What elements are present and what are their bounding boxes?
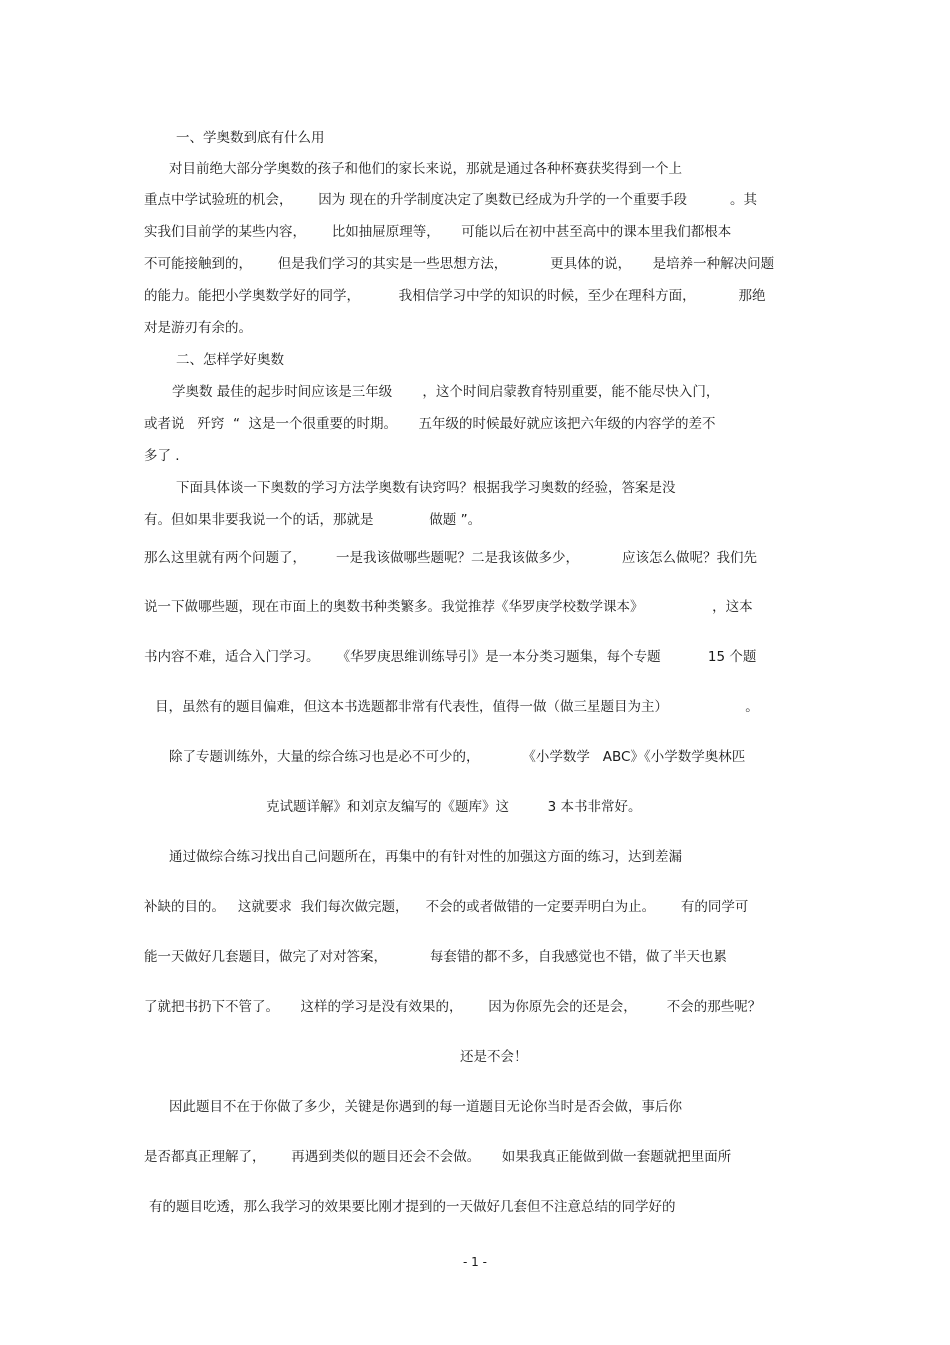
text-line: 的能力。能把小学奥数学好的同学， 我相信学习中学的知识的时候，至少在理科方面， 那绝 xyxy=(144,288,766,304)
text-line: 一、学奥数到底有什么用 xyxy=(176,130,325,146)
text-line: 有。但如果非要我说一个的话，那就是 做题 ”。 xyxy=(144,512,482,528)
text-line: 还是不会！ xyxy=(460,1049,528,1065)
text-line: 是否都真正理解了， 再遇到类似的题目还会不会做。 如果我真正能做到做一套题就把里面所 xyxy=(144,1149,732,1165)
text-line: 对目前绝大部分学奥数的孩子和他们的家长来说，那就是通过各种杯赛获奖得到一个上 xyxy=(169,161,682,177)
text-line: 那么这里就有两个问题了， 一是我该做哪些题呢？二是我该做多少， 应该怎么做呢？我们先 xyxy=(144,550,757,566)
text-line: 下面具体谈一下奥数的学习方法学奥数有诀窍吗？根据我学习奥数的经验，答案是没 xyxy=(176,480,676,496)
text-line: 说一下做哪些题，现在市面上的奥数书种类繁多。我觉推荐《华罗庚学校数学课本》 ，这本 xyxy=(144,599,753,615)
text-line: 有的题目吃透，那么我学习的效果要比刚才提到的一天做好几套但不注意总结的同学好的 xyxy=(149,1199,676,1215)
text-line: 补缺的目的。 这就要求 我们每次做完题， 不会的或者做错的一定要弄明白为止。 有的同学可 xyxy=(144,899,749,915)
text-line: 目，虽然有的题目偏难，但这本书选题都非常有代表性，值得一做（做三星题目为主） 。 xyxy=(155,699,759,715)
text-line: 能一天做好几套题目，做完了对对答案， 每套错的都不多，自我感觉也不错，做了半天也累 xyxy=(144,949,727,965)
text-line: 对是游刃有余的。 xyxy=(144,320,252,336)
text-line: 除了专题训练外，大量的综合练习也是必不可少的， 《小学数学 ABC》《小学数学奥林匹 xyxy=(169,749,746,765)
text-line: 通过做综合练习找出自己问题所在，再集中的有针对性的加强这方面的练习，达到差漏 xyxy=(169,849,682,865)
text-line: 二、怎样学好奥数 xyxy=(176,352,284,368)
text-line: 克试题详解》和刘京友编写的《题库》这 3 本书非常好。 xyxy=(266,799,642,815)
text-line: 不可能接触到的， 但是我们学习的其实是一些思想方法， 更具体的说， 是培养一种解决问题 xyxy=(144,256,775,272)
text-line: 了就把书扔下不管了。 这样的学习是没有效果的， 因为你原先会的还是会， 不会的那些呢？ xyxy=(144,999,762,1015)
text-line: 或者说 歼窍 “ 这是一个很重要的时期。 五年级的时候最好就应该把六年级的内容学的差不 xyxy=(144,416,716,432)
text-line: 因此题目不在于你做了多少，关键是你遇到的每一道题目无论你当时是否会做，事后你 xyxy=(169,1099,682,1115)
page-number: - 1 - xyxy=(463,1255,487,1269)
text-line: 多了 . xyxy=(144,448,180,464)
text-line: 实我们目前学的某些内容， 比如抽屉原理等， 可能以后在初中甚至高中的课本里我们都根本 xyxy=(144,224,732,240)
text-line: 学奥数 最佳的起步时间应该是三年级 ，这个时间启蒙教育特别重要，能不能尽快入门， xyxy=(172,384,720,400)
text-line: 书内容不难，适合入门学习。 《华罗庚思维训练导引》是一本分类习题集，每个专题 15 个题 xyxy=(144,649,757,665)
text-line: 重点中学试验班的机会， 因为 现在的升学制度决定了奥数已经成为升学的一个重要手段 。其 xyxy=(144,192,757,208)
